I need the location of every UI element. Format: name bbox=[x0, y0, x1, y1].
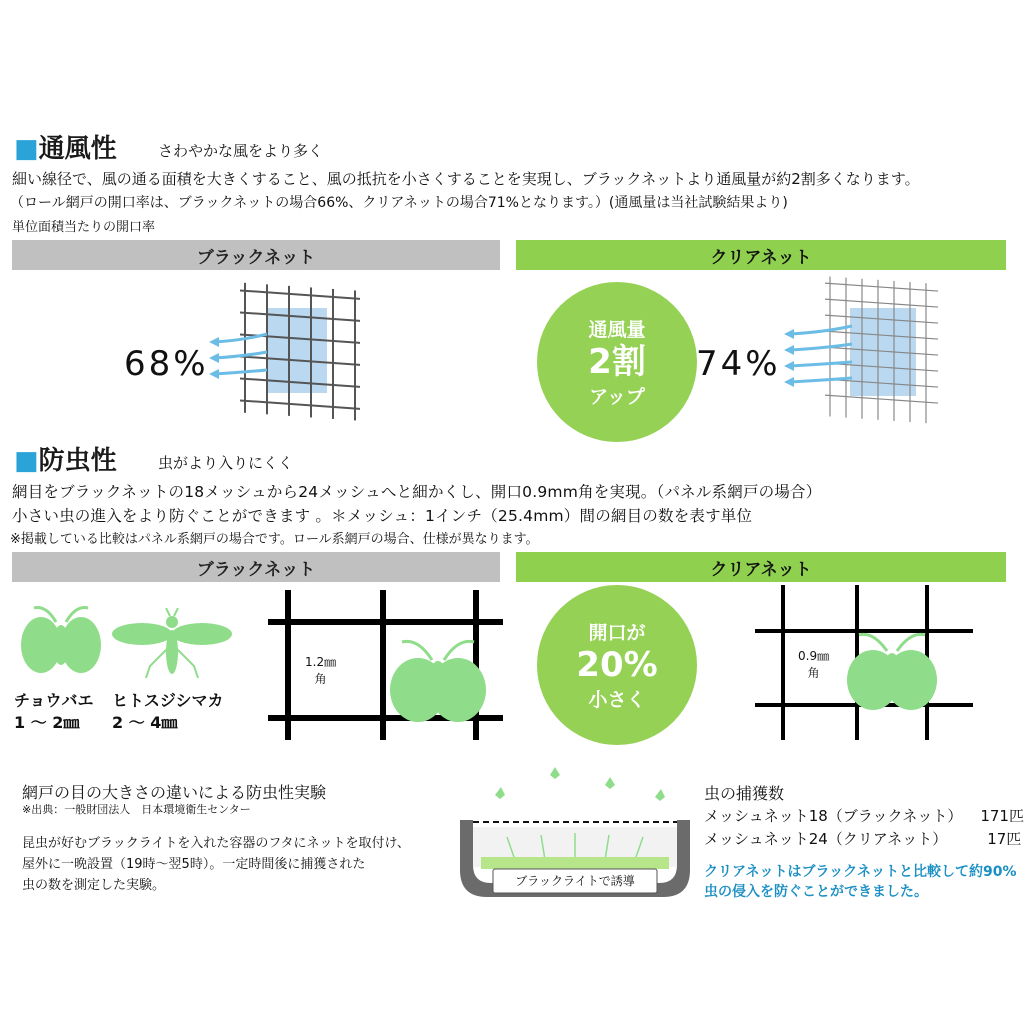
clear-net-header: クリアネット bbox=[516, 240, 1006, 270]
black-mesh-illustration bbox=[268, 590, 503, 740]
ventilation-title: ■通風性 bbox=[14, 134, 117, 164]
opening-smaller-badge: 開口が 20% 小さく bbox=[537, 585, 697, 745]
clear-net-header-2: クリアネット bbox=[516, 552, 1006, 582]
clear-mesh-size: 0.9㎜ 角 bbox=[798, 649, 830, 680]
ventilation-desc-2: （ロール網戸の開口率は、ブラックネットの場合66%、クリアネットの場合71%となります。）(通風量は当社試験結果より) bbox=[10, 195, 788, 211]
black-net-header-2: ブラックネット bbox=[12, 552, 500, 582]
moth-fly-size: 1 ～ 2㎜ bbox=[14, 713, 80, 732]
black-net-header: ブラックネット bbox=[12, 240, 500, 270]
mosquito-size: 2 ～ 4㎜ bbox=[112, 713, 178, 732]
insect-title: ■防虫性 bbox=[14, 446, 117, 476]
insect-subtitle: 虫がより入りにくく bbox=[158, 454, 294, 472]
experiment-source: ※出典：一般財団法人 日本環境衛生センター bbox=[22, 803, 251, 816]
clear-net-wind-illustration bbox=[780, 268, 950, 428]
black-net-wind-illustration bbox=[205, 270, 365, 430]
insect-desc-3: ※掲載している比較はパネル系網戸の場合です。ロール系網戸の場合、仕様が異なります。 bbox=[10, 532, 539, 547]
section-square-icon: ■ bbox=[14, 446, 39, 476]
ventilation-desc-1: 細い線径で、風の通る面積を大きくすること、風の抵抗を小さくすることを実現し、ブラックネットより通風量が約2割多くなります。 bbox=[12, 170, 920, 188]
capture-row-clear: メッシュネット24（クリアネット） 17匹 bbox=[704, 830, 1022, 848]
mosquito-icon bbox=[110, 608, 235, 680]
experiment-desc-1: 昆虫が好むブラックライトを入れた容器のフタにネットを取付け、 bbox=[22, 836, 410, 851]
section-square-icon: ■ bbox=[14, 134, 39, 164]
ventilation-subtitle: さわやかな風をより多く bbox=[158, 142, 324, 160]
insect-desc-1: 網目をブラックネットの18メッシュから24メッシュへと細かくし、開口0.9mm角を実現。（パネル系網戸の場合） bbox=[12, 483, 822, 501]
experiment-desc-3: 虫の数を測定した実験。 bbox=[22, 878, 166, 893]
experiment-title: 網戸の目の大きさの違いによる防虫性実験 bbox=[22, 783, 327, 802]
capture-row-black: メッシュネット18（ブラックネット） 171匹 bbox=[704, 807, 1024, 825]
result-note-2: 虫の侵入を防ぐことができました。 bbox=[704, 884, 928, 900]
mosquito-name: ヒトスジシマカ bbox=[112, 691, 224, 710]
clear-net-opening-pct: 74% bbox=[696, 344, 781, 384]
moth-fly-icon bbox=[16, 600, 106, 680]
capture-count-title: 虫の捕獲数 bbox=[704, 784, 785, 803]
insect-desc-2: 小さい虫の進入をより防ぐことができます 。＊メッシュ：1インチ（25.4mm）間の網目の数を表す単位 bbox=[12, 507, 753, 525]
moth-fly-name: チョウバエ bbox=[14, 691, 94, 710]
ventilation-desc-3: 単位面積当たりの開口率 bbox=[12, 220, 156, 235]
clear-mesh-illustration bbox=[755, 585, 975, 740]
result-note-1: クリアネットはブラックネットと比較して約90% bbox=[704, 864, 1017, 880]
black-net-opening-pct: 68% bbox=[124, 344, 209, 384]
ventilation-up-badge: 通風量 2割 アップ bbox=[537, 282, 697, 442]
black-mesh-size: 1.2㎜ 角 bbox=[305, 655, 337, 686]
container-label: ブラックライトで誘導 bbox=[515, 874, 635, 888]
experiment-desc-2: 屋外に一晩設置（19時～翌5時）。一定時間後に捕獲された bbox=[22, 857, 366, 872]
